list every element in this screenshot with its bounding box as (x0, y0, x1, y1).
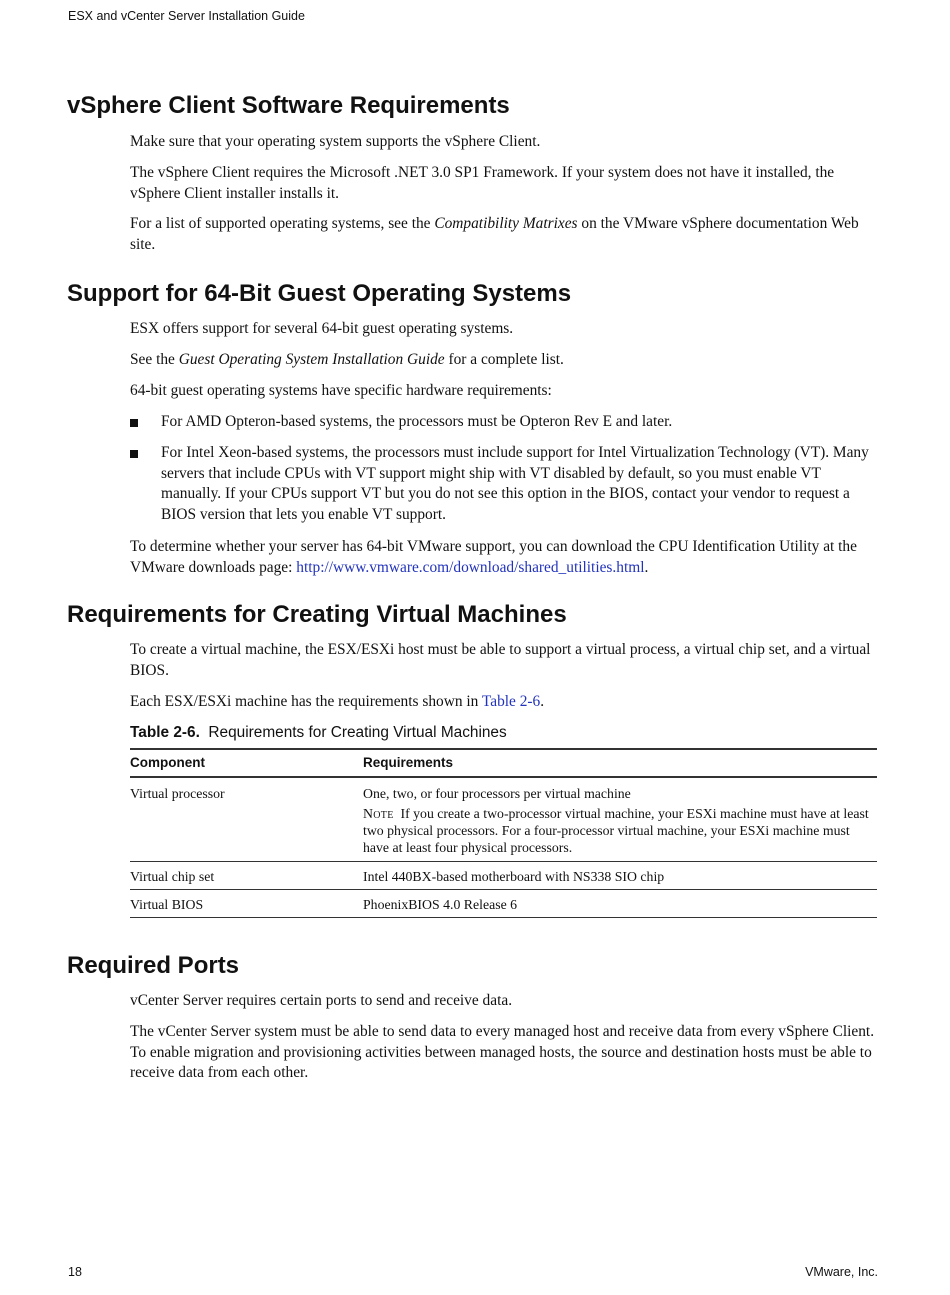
table-reference-link[interactable]: Table 2-6 (481, 693, 541, 710)
downloads-link[interactable]: http://www.vmware.com/download/shared_utilities.html (296, 558, 645, 576)
text-run: . (540, 693, 545, 710)
table-row-rule (130, 889, 877, 890)
table-row-rule (130, 861, 877, 862)
paragraph: To create a virtual machine, the ESX/ESXi host must be able to support a virtual process, a virtual chip set, and a virtual BIOS. (130, 641, 871, 679)
table-cell-component: Virtual processor (130, 786, 225, 801)
text-run: for a complete list. (444, 351, 564, 368)
section-heading-vm: Requirements for Creating Virtual Machines (67, 601, 567, 628)
column-header-component: Component (130, 755, 205, 770)
text-run: To determine whether your server has 64-bit VMware support, you can download the CPU Identification Utility at the VMware downloads page: (130, 538, 857, 576)
table-header-rule (130, 776, 877, 778)
text-run: For a list of supported operating systems, see the (130, 215, 435, 232)
section-heading-guest64: Support for 64-Bit Guest Operating Systems (67, 280, 572, 307)
text-run: See the (130, 351, 179, 368)
text-run: on the VMware vSphere documentation Web site. (130, 215, 859, 253)
page-number: 18 (68, 1265, 82, 1279)
table-cell-requirement: Intel 440BX-based motherboard with NS338 SIO chip (363, 869, 665, 884)
paragraph (130, 214, 882, 255)
paragraph: 64-bit guest operating systems have specific hardware requirements: (130, 382, 552, 399)
note-text: If you create a two-processor virtual machine, your ESXi machine must have at least two physical processors. For a four-processor virtual machine, your ESXi machine must have at least four physical processors. (363, 806, 869, 855)
bullet-icon (130, 419, 138, 427)
table-caption-label: Table 2-6. (130, 724, 200, 741)
table-cell-requirement: PhoenixBIOS 4.0 Release 6 (363, 897, 518, 912)
text-run: . (644, 558, 649, 576)
paragraph: vCenter Server requires certain ports to send and receive data. (130, 992, 513, 1009)
paragraph (130, 350, 882, 371)
doc-title-italic: Compatibility Matrixes (434, 215, 578, 232)
section-heading-ports: Required Ports (67, 952, 240, 979)
footer-publisher: VMware, Inc. (805, 1265, 878, 1279)
table-top-rule (130, 748, 877, 750)
doc-title-italic: Guest Operating System Installation Guide (178, 351, 445, 368)
table-caption (130, 724, 507, 742)
list-item-text: For Intel Xeon-based systems, the processors must include support for Intel Virtualization Technology (VT). Many servers that include CPUs with VT support might ship with VT disabled by default, so you must enable VT manually. If your CPUs support VT but you do not see this option in the BIOS, contact your vendor to request a BIOS version that lets you enable VT support. (161, 444, 869, 523)
column-header-requirements: Requirements (363, 755, 454, 770)
table-note (363, 805, 877, 856)
section-heading-client: vSphere Client Software Requirements (67, 92, 510, 119)
text-run: Each ESX/ESXi machine has the requirements shown in (130, 693, 482, 710)
table-cell-component: Virtual BIOS (130, 897, 204, 912)
paragraph (130, 537, 882, 578)
paragraph: Make sure that your operating system supports the vSphere Client. (130, 133, 541, 150)
paragraph: The vSphere Client requires the Microsoft .NET 3.0 SP1 Framework. If your system does not have it installed, the vSphere Client installer installs it. (130, 164, 835, 202)
list-item-text: For AMD Opteron-based systems, the processors must be Opteron Rev E and later. (161, 413, 673, 430)
table-cell-requirement: One, two, or four processors per virtual machine (363, 786, 631, 801)
table-cell-component: Virtual chip set (130, 869, 215, 884)
paragraph (130, 692, 882, 713)
running-header: ESX and vCenter Server Installation Guide (68, 9, 305, 23)
table-bottom-rule (130, 917, 877, 918)
paragraph: The vCenter Server system must be able to send data to every managed host and receive data from every vSphere Client. To enable migration and provisioning activities between managed hosts, the source and destination hosts must be able to receive data from each other. (130, 1023, 875, 1082)
table-caption-title: Requirements for Creating Virtual Machines (208, 724, 507, 741)
paragraph: ESX offers support for several 64-bit guest operating systems. (130, 320, 514, 337)
note-label: Note (363, 806, 394, 821)
bullet-icon (130, 450, 138, 458)
